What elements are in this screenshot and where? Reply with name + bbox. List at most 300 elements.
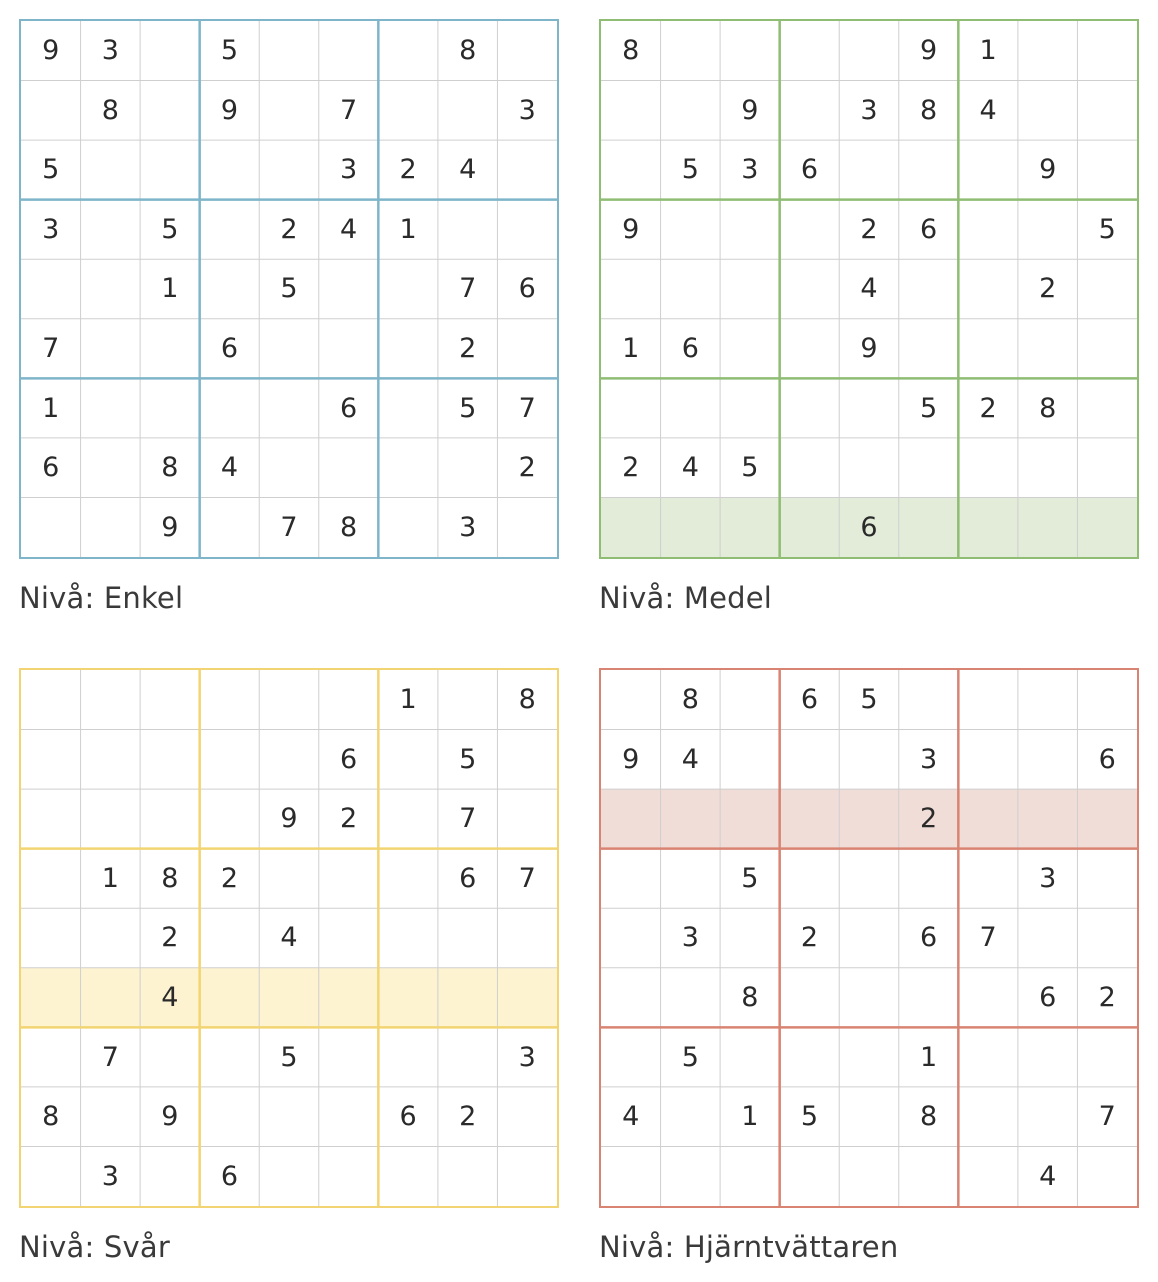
sudoku-cell[interactable] (259, 730, 319, 790)
sudoku-cell[interactable] (958, 968, 1018, 1028)
sudoku-cell[interactable] (378, 908, 438, 968)
sudoku-cell[interactable] (1018, 319, 1078, 379)
sudoku-cell[interactable]: 3 (339, 154, 358, 186)
sudoku-cell[interactable] (899, 319, 959, 379)
sudoku-cell[interactable] (720, 1027, 780, 1087)
sudoku-cell[interactable] (661, 200, 721, 260)
sudoku-cell[interactable] (1018, 438, 1078, 498)
sudoku-cell[interactable] (1018, 1027, 1078, 1087)
sudoku-cell[interactable] (259, 968, 319, 1028)
sudoku-cell[interactable] (780, 81, 840, 141)
sudoku-cell[interactable] (200, 140, 260, 200)
sudoku-cell[interactable] (839, 140, 899, 200)
sudoku-cell[interactable] (1018, 789, 1078, 849)
sudoku-cell[interactable] (839, 789, 899, 849)
sudoku-cell[interactable]: 9 (860, 333, 878, 365)
sudoku-cell[interactable]: 4 (1039, 1160, 1057, 1192)
sudoku-cell[interactable] (438, 1027, 498, 1087)
sudoku-cell[interactable]: 9 (42, 35, 60, 67)
sudoku-cell[interactable]: 4 (161, 982, 179, 1014)
sudoku-cell[interactable] (1077, 1027, 1137, 1087)
sudoku-cell[interactable] (259, 21, 319, 81)
sudoku-cell[interactable] (81, 1087, 141, 1147)
sudoku-cell[interactable] (319, 21, 379, 81)
sudoku-cell[interactable] (661, 259, 721, 319)
sudoku-cell[interactable] (1077, 670, 1137, 730)
sudoku-cell[interactable] (839, 1087, 899, 1147)
sudoku-cell[interactable] (497, 319, 557, 379)
sudoku-cell[interactable] (899, 497, 959, 557)
sudoku-cell[interactable] (780, 497, 840, 557)
sudoku-cell[interactable] (259, 319, 319, 379)
sudoku-cell[interactable] (1077, 378, 1137, 438)
sudoku-cell[interactable] (720, 908, 780, 968)
sudoku-cell[interactable] (661, 497, 721, 557)
sudoku-cell[interactable] (780, 1146, 840, 1206)
sudoku-cell[interactable]: 1 (42, 392, 60, 424)
sudoku-cell[interactable] (958, 730, 1018, 790)
sudoku-cell[interactable] (259, 1146, 319, 1206)
sudoku-cell[interactable] (601, 497, 661, 557)
sudoku-cell[interactable] (21, 1027, 81, 1087)
sudoku-cell[interactable] (661, 1087, 721, 1147)
sudoku-cell[interactable] (378, 497, 438, 557)
sudoku-cell[interactable] (661, 1146, 721, 1206)
sudoku-cell[interactable] (780, 968, 840, 1028)
sudoku-cell[interactable] (661, 81, 721, 141)
sudoku-cell[interactable] (378, 21, 438, 81)
sudoku-cell[interactable] (200, 908, 260, 968)
sudoku-cell[interactable] (438, 438, 498, 498)
sudoku-cell[interactable] (601, 968, 661, 1028)
sudoku-cell[interactable] (780, 730, 840, 790)
sudoku-cell[interactable]: 5 (741, 452, 759, 484)
sudoku-cell[interactable]: 4 (459, 154, 477, 186)
sudoku-cell[interactable] (81, 319, 141, 379)
sudoku-cell[interactable] (319, 968, 379, 1028)
sudoku-cell[interactable]: 2 (1098, 982, 1116, 1014)
sudoku-cell[interactable]: 7 (518, 392, 536, 424)
sudoku-cell[interactable] (1018, 730, 1078, 790)
sudoku-cell[interactable] (21, 849, 81, 909)
sudoku-cell[interactable] (21, 730, 81, 790)
sudoku-cell[interactable]: 9 (220, 94, 239, 126)
sudoku-cell[interactable] (259, 1087, 319, 1147)
sudoku-cell[interactable] (259, 81, 319, 141)
sudoku-cell[interactable]: 1 (919, 1041, 938, 1073)
sudoku-cell[interactable] (601, 81, 661, 141)
sudoku-cell[interactable]: 6 (42, 452, 60, 484)
sudoku-cell[interactable] (1077, 1146, 1137, 1206)
sudoku-cell[interactable] (378, 378, 438, 438)
sudoku-cell[interactable] (720, 378, 780, 438)
sudoku-cell[interactable] (140, 730, 200, 790)
sudoku-cell[interactable]: 7 (42, 333, 60, 365)
sudoku-cell[interactable]: 5 (280, 1041, 298, 1073)
sudoku-cell[interactable] (958, 670, 1018, 730)
sudoku-cell[interactable] (200, 789, 260, 849)
sudoku-cell[interactable]: 8 (919, 94, 938, 126)
sudoku-cell[interactable] (780, 438, 840, 498)
sudoku-cell[interactable] (140, 670, 200, 730)
sudoku-cell[interactable] (497, 497, 557, 557)
sudoku-cell[interactable]: 9 (741, 94, 759, 126)
sudoku-cell[interactable] (140, 81, 200, 141)
sudoku-cell[interactable]: 4 (339, 213, 358, 245)
sudoku-cell[interactable]: 6 (220, 333, 239, 365)
sudoku-cell[interactable]: 5 (161, 213, 179, 245)
sudoku-cell[interactable]: 3 (1039, 862, 1057, 894)
sudoku-cell[interactable] (661, 789, 721, 849)
sudoku-cell[interactable]: 9 (161, 1101, 179, 1133)
sudoku-cell[interactable] (1077, 849, 1137, 909)
sudoku-cell[interactable]: 8 (1039, 392, 1057, 424)
sudoku-cell[interactable]: 3 (42, 213, 60, 245)
sudoku-cell[interactable] (140, 378, 200, 438)
sudoku-cell[interactable] (21, 968, 81, 1028)
sudoku-cell[interactable] (1077, 438, 1137, 498)
sudoku-cell[interactable] (81, 378, 141, 438)
sudoku-cell[interactable]: 6 (518, 273, 536, 305)
sudoku-cell[interactable]: 8 (681, 684, 699, 716)
sudoku-cell[interactable] (601, 789, 661, 849)
sudoku-cell[interactable] (438, 908, 498, 968)
sudoku-cell[interactable]: 7 (518, 862, 536, 894)
sudoku-cell[interactable] (899, 140, 959, 200)
sudoku-cell[interactable] (378, 319, 438, 379)
sudoku-cell[interactable] (21, 908, 81, 968)
sudoku-cell[interactable] (958, 200, 1018, 260)
sudoku-cell[interactable]: 7 (979, 922, 997, 954)
sudoku-cell[interactable] (319, 1146, 379, 1206)
sudoku-cell[interactable]: 5 (220, 35, 239, 67)
sudoku-cell[interactable]: 5 (1098, 213, 1116, 245)
sudoku-cell[interactable]: 9 (622, 213, 640, 245)
sudoku-cell[interactable] (780, 21, 840, 81)
sudoku-cell[interactable] (81, 200, 141, 260)
sudoku-cell[interactable] (720, 730, 780, 790)
sudoku-cell[interactable]: 1 (101, 862, 119, 894)
sudoku-cell[interactable] (780, 200, 840, 260)
sudoku-cell[interactable] (81, 789, 141, 849)
sudoku-cell[interactable]: 6 (800, 154, 819, 186)
sudoku-cell[interactable]: 1 (399, 213, 417, 245)
sudoku-cell[interactable]: 6 (681, 333, 699, 365)
sudoku-cell[interactable] (1077, 497, 1137, 557)
sudoku-cell[interactable]: 6 (399, 1101, 417, 1133)
sudoku-cell[interactable]: 8 (101, 94, 119, 126)
sudoku-cell[interactable]: 4 (220, 452, 239, 484)
sudoku-cell[interactable] (497, 730, 557, 790)
sudoku-cell[interactable] (899, 438, 959, 498)
sudoku-cell[interactable] (899, 1146, 959, 1206)
sudoku-cell[interactable]: 5 (459, 743, 477, 775)
sudoku-cell[interactable] (81, 259, 141, 319)
sudoku-cell[interactable] (1077, 908, 1137, 968)
sudoku-cell[interactable] (497, 21, 557, 81)
sudoku-cell[interactable]: 8 (339, 511, 358, 543)
sudoku-cell[interactable]: 2 (860, 213, 878, 245)
sudoku-cell[interactable] (839, 968, 899, 1028)
sudoku-cell[interactable]: 9 (919, 35, 938, 67)
sudoku-cell[interactable]: 6 (459, 862, 477, 894)
sudoku-cell[interactable]: 5 (860, 684, 878, 716)
sudoku-cell[interactable] (958, 1087, 1018, 1147)
sudoku-cell[interactable]: 8 (161, 452, 179, 484)
sudoku-cell[interactable] (601, 849, 661, 909)
sudoku-cell[interactable] (21, 1146, 81, 1206)
sudoku-cell[interactable] (319, 259, 379, 319)
sudoku-cell[interactable] (21, 259, 81, 319)
sudoku-cell[interactable] (1018, 497, 1078, 557)
sudoku-cell[interactable] (899, 968, 959, 1028)
sudoku-cell[interactable] (601, 1027, 661, 1087)
sudoku-cell[interactable] (720, 259, 780, 319)
sudoku-cell[interactable] (839, 1027, 899, 1087)
sudoku-cell[interactable]: 7 (459, 273, 477, 305)
sudoku-cell[interactable] (1077, 319, 1137, 379)
sudoku-cell[interactable]: 9 (161, 511, 179, 543)
sudoku-cell[interactable]: 2 (161, 922, 179, 954)
sudoku-cell[interactable] (378, 789, 438, 849)
sudoku-cell[interactable]: 3 (518, 1041, 536, 1073)
sudoku-cell[interactable]: 1 (741, 1101, 759, 1133)
sudoku-cell[interactable] (780, 789, 840, 849)
sudoku-cell[interactable]: 3 (459, 511, 477, 543)
sudoku-cell[interactable] (661, 378, 721, 438)
sudoku-cell[interactable]: 6 (919, 213, 938, 245)
sudoku-cell[interactable] (21, 81, 81, 141)
sudoku-cell[interactable] (438, 200, 498, 260)
sudoku-cell[interactable] (200, 1087, 260, 1147)
sudoku-cell[interactable]: 4 (681, 452, 699, 484)
sudoku-cell[interactable]: 5 (280, 273, 298, 305)
sudoku-cell[interactable] (200, 968, 260, 1028)
sudoku-cell[interactable]: 9 (622, 743, 640, 775)
sudoku-cell[interactable]: 7 (459, 803, 477, 835)
sudoku-cell[interactable] (839, 1146, 899, 1206)
sudoku-cell[interactable]: 8 (919, 1101, 938, 1133)
sudoku-cell[interactable]: 6 (800, 684, 819, 716)
sudoku-cell[interactable] (378, 259, 438, 319)
sudoku-cell[interactable] (720, 1146, 780, 1206)
sudoku-cell[interactable]: 6 (919, 922, 938, 954)
sudoku-cell[interactable] (839, 378, 899, 438)
sudoku-cell[interactable]: 2 (800, 922, 819, 954)
sudoku-cell[interactable]: 6 (220, 1160, 239, 1192)
sudoku-cell[interactable] (839, 21, 899, 81)
sudoku-cell[interactable] (958, 849, 1018, 909)
sudoku-cell[interactable] (899, 849, 959, 909)
sudoku-cell[interactable]: 2 (1039, 273, 1057, 305)
sudoku-cell[interactable]: 5 (459, 392, 477, 424)
sudoku-cell[interactable] (21, 789, 81, 849)
sudoku-cell[interactable]: 2 (459, 333, 477, 365)
sudoku-cell[interactable] (958, 1027, 1018, 1087)
sudoku-cell[interactable]: 9 (1039, 154, 1057, 186)
sudoku-cell[interactable] (200, 1027, 260, 1087)
sudoku-cell[interactable] (839, 908, 899, 968)
sudoku-cell[interactable]: 2 (979, 392, 997, 424)
sudoku-cell[interactable]: 1 (399, 684, 417, 716)
sudoku-cell[interactable] (899, 670, 959, 730)
sudoku-cell[interactable] (319, 1087, 379, 1147)
sudoku-cell[interactable] (200, 670, 260, 730)
sudoku-cell[interactable] (378, 1146, 438, 1206)
sudoku-cell[interactable] (601, 378, 661, 438)
sudoku-cell[interactable] (839, 849, 899, 909)
sudoku-cell[interactable] (958, 1146, 1018, 1206)
sudoku-cell[interactable] (378, 730, 438, 790)
sudoku-cell[interactable] (958, 259, 1018, 319)
sudoku-cell[interactable] (21, 670, 81, 730)
sudoku-cell[interactable] (497, 789, 557, 849)
sudoku-cell[interactable]: 7 (1098, 1101, 1116, 1133)
sudoku-cell[interactable] (319, 908, 379, 968)
sudoku-cell[interactable]: 2 (459, 1101, 477, 1133)
sudoku-cell[interactable] (200, 259, 260, 319)
sudoku-cell[interactable] (1018, 908, 1078, 968)
sudoku-cell[interactable] (81, 497, 141, 557)
sudoku-cell[interactable]: 3 (860, 94, 878, 126)
sudoku-cell[interactable]: 7 (280, 511, 298, 543)
sudoku-cell[interactable]: 2 (220, 862, 239, 894)
sudoku-cell[interactable]: 2 (919, 803, 938, 835)
sudoku-cell[interactable] (200, 497, 260, 557)
sudoku-cell[interactable]: 6 (860, 511, 878, 543)
sudoku-cell[interactable]: 4 (280, 922, 298, 954)
sudoku-cell[interactable] (378, 81, 438, 141)
sudoku-cell[interactable] (378, 968, 438, 1028)
sudoku-cell[interactable]: 3 (101, 35, 119, 67)
sudoku-cell[interactable] (21, 497, 81, 557)
sudoku-cell[interactable] (140, 1146, 200, 1206)
sudoku-cell[interactable] (661, 849, 721, 909)
sudoku-cell[interactable]: 3 (681, 922, 699, 954)
sudoku-cell[interactable] (601, 670, 661, 730)
sudoku-cell[interactable] (601, 1146, 661, 1206)
sudoku-cell[interactable] (81, 670, 141, 730)
sudoku-cell[interactable]: 1 (622, 333, 640, 365)
sudoku-cell[interactable] (601, 259, 661, 319)
sudoku-cell[interactable]: 6 (339, 743, 358, 775)
sudoku-cell[interactable] (1018, 81, 1078, 141)
sudoku-cell[interactable] (378, 849, 438, 909)
sudoku-cell[interactable] (497, 200, 557, 260)
sudoku-cell[interactable] (259, 140, 319, 200)
sudoku-cell[interactable] (958, 497, 1018, 557)
sudoku-cell[interactable]: 1 (161, 273, 179, 305)
sudoku-cell[interactable] (140, 140, 200, 200)
sudoku-cell[interactable]: 6 (339, 392, 358, 424)
sudoku-cell[interactable] (497, 140, 557, 200)
sudoku-cell[interactable] (720, 789, 780, 849)
sudoku-cell[interactable] (1077, 81, 1137, 141)
sudoku-cell[interactable] (319, 670, 379, 730)
sudoku-cell[interactable] (259, 849, 319, 909)
sudoku-cell[interactable] (319, 319, 379, 379)
sudoku-cell[interactable] (958, 789, 1018, 849)
sudoku-cell[interactable] (81, 968, 141, 1028)
sudoku-cell[interactable] (720, 497, 780, 557)
sudoku-cell[interactable] (378, 438, 438, 498)
sudoku-cell[interactable] (497, 1087, 557, 1147)
sudoku-cell[interactable] (958, 319, 1018, 379)
sudoku-cell[interactable]: 2 (399, 154, 417, 186)
sudoku-cell[interactable] (438, 968, 498, 1028)
sudoku-cell[interactable] (720, 200, 780, 260)
sudoku-cell[interactable] (780, 259, 840, 319)
sudoku-cell[interactable] (958, 438, 1018, 498)
sudoku-cell[interactable] (259, 378, 319, 438)
sudoku-cell[interactable]: 8 (622, 35, 640, 67)
sudoku-cell[interactable] (899, 259, 959, 319)
sudoku-cell[interactable] (438, 1146, 498, 1206)
sudoku-cell[interactable]: 7 (101, 1041, 119, 1073)
sudoku-cell[interactable]: 3 (741, 154, 759, 186)
sudoku-cell[interactable]: 2 (518, 452, 536, 484)
sudoku-cell[interactable] (1018, 200, 1078, 260)
sudoku-cell[interactable] (958, 140, 1018, 200)
sudoku-cell[interactable] (720, 670, 780, 730)
sudoku-cell[interactable]: 8 (459, 35, 477, 67)
sudoku-cell[interactable] (1077, 259, 1137, 319)
sudoku-cell[interactable] (378, 1027, 438, 1087)
sudoku-cell[interactable] (1077, 140, 1137, 200)
sudoku-cell[interactable] (601, 908, 661, 968)
sudoku-cell[interactable] (497, 968, 557, 1028)
sudoku-cell[interactable] (438, 81, 498, 141)
sudoku-cell[interactable] (319, 438, 379, 498)
sudoku-cell[interactable] (1018, 670, 1078, 730)
sudoku-cell[interactable] (200, 378, 260, 438)
sudoku-cell[interactable] (780, 1027, 840, 1087)
sudoku-cell[interactable] (200, 730, 260, 790)
sudoku-cell[interactable]: 3 (518, 94, 536, 126)
sudoku-cell[interactable]: 8 (741, 982, 759, 1014)
sudoku-cell[interactable]: 2 (280, 213, 298, 245)
sudoku-cell[interactable] (81, 730, 141, 790)
sudoku-cell[interactable]: 9 (280, 803, 298, 835)
sudoku-cell[interactable] (140, 21, 200, 81)
sudoku-cell[interactable]: 2 (339, 803, 358, 835)
sudoku-cell[interactable]: 4 (979, 94, 997, 126)
sudoku-cell[interactable] (438, 670, 498, 730)
sudoku-cell[interactable] (81, 140, 141, 200)
sudoku-cell[interactable]: 8 (518, 684, 536, 716)
sudoku-cell[interactable]: 3 (101, 1160, 119, 1192)
sudoku-cell[interactable] (1018, 21, 1078, 81)
sudoku-cell[interactable]: 5 (741, 862, 759, 894)
sudoku-cell[interactable] (497, 908, 557, 968)
sudoku-cell[interactable] (200, 200, 260, 260)
sudoku-cell[interactable]: 5 (800, 1101, 819, 1133)
sudoku-cell[interactable]: 5 (42, 154, 60, 186)
sudoku-cell[interactable] (1018, 1087, 1078, 1147)
sudoku-cell[interactable] (780, 849, 840, 909)
sudoku-cell[interactable] (839, 730, 899, 790)
sudoku-cell[interactable] (140, 319, 200, 379)
sudoku-cell[interactable]: 8 (42, 1101, 60, 1133)
sudoku-cell[interactable] (81, 908, 141, 968)
sudoku-cell[interactable]: 7 (339, 94, 358, 126)
sudoku-cell[interactable] (497, 1146, 557, 1206)
sudoku-cell[interactable]: 6 (1098, 743, 1116, 775)
sudoku-cell[interactable] (259, 438, 319, 498)
sudoku-cell[interactable]: 5 (681, 1041, 699, 1073)
sudoku-cell[interactable]: 8 (161, 862, 179, 894)
sudoku-cell[interactable]: 4 (860, 273, 878, 305)
